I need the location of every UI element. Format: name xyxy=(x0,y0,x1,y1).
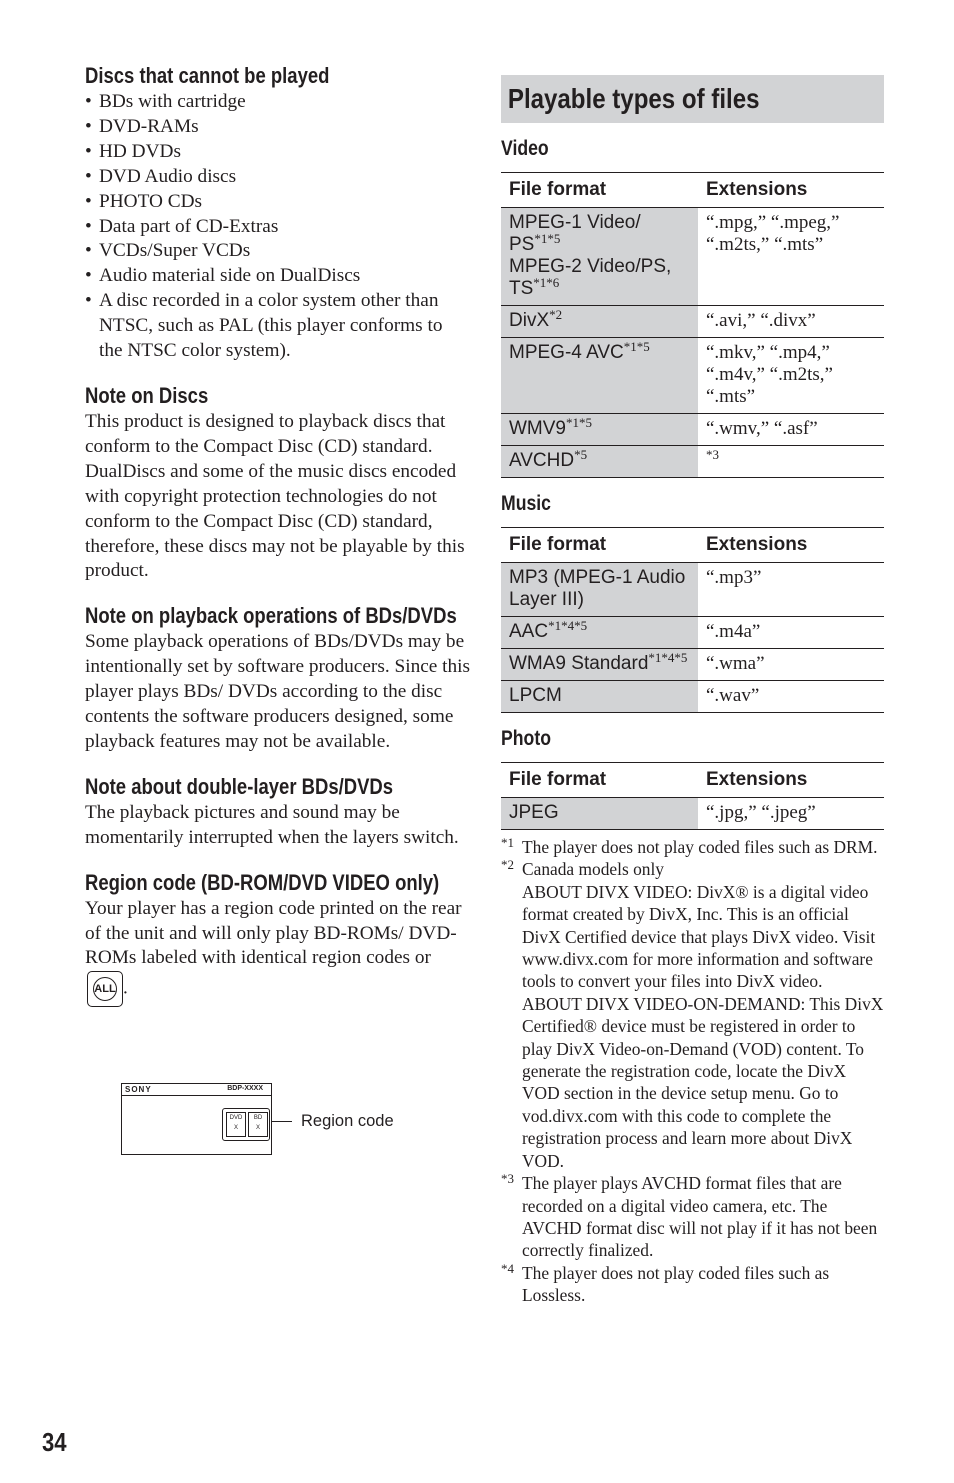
panel-divider xyxy=(122,1095,271,1096)
dvd-region-label: DVD xyxy=(229,1115,243,1121)
footnote xyxy=(501,1262,884,1307)
column-header-format: File format xyxy=(501,528,698,563)
footnote xyxy=(501,881,884,993)
footnote-ref: *1*5 xyxy=(534,231,561,246)
model-label: BDP-XXXX xyxy=(227,1085,263,1092)
region-code-caption: Region code xyxy=(301,1112,394,1130)
extensions-cell xyxy=(698,446,884,478)
section-note-double-layer xyxy=(85,773,470,851)
footnote-mark: *1 xyxy=(501,835,514,850)
format-name: DivX xyxy=(509,310,550,331)
extension-list: “.avi,” “.divx” xyxy=(706,310,816,331)
section-heading: Note on playback operations of BDs/DVDs xyxy=(85,603,457,629)
page-number: 34 xyxy=(42,1427,67,1457)
footnote-ref: *1*4*5 xyxy=(648,650,688,665)
region-body-end: . xyxy=(123,977,128,999)
table-row xyxy=(501,208,884,306)
brand-logo: SONY xyxy=(125,1085,152,1094)
table-row xyxy=(501,649,884,681)
format-name: WMV9 xyxy=(509,418,566,439)
file-format-cell xyxy=(501,617,698,649)
column-header-extensions: Extensions xyxy=(698,528,884,563)
section-discs-not-played xyxy=(85,62,470,364)
player-rear-panel-figure xyxy=(121,1083,272,1155)
subsection-heading: Music xyxy=(501,492,551,515)
video-section xyxy=(501,136,884,478)
list-item: • Audio material side on DualDiscs xyxy=(85,264,470,289)
dvd-region-box xyxy=(226,1112,246,1137)
all-region-label: ALL xyxy=(93,977,117,1001)
format-name: WMA9 Standard xyxy=(509,653,649,674)
footnote-text: The player does not play coded files such as DRM. xyxy=(522,837,878,857)
section-heading: Note about double-layer BDs/DVDs xyxy=(85,773,394,799)
subsection-heading: Video xyxy=(501,137,549,160)
footnote-ref: *1*5 xyxy=(623,339,650,354)
footnote xyxy=(501,858,884,880)
subsection-heading: Photo xyxy=(501,727,551,750)
table-row xyxy=(501,617,884,649)
list-item: • PHOTO CDs xyxy=(85,190,470,215)
extension-list: “.jpg,” “.jpeg” xyxy=(706,802,816,823)
section-note-discs xyxy=(85,382,470,584)
list-item: • DVD-RAMs xyxy=(85,115,470,140)
extensions-cell xyxy=(698,563,884,617)
list-item: • A disc recorded in a color system other than NTSC, such as PAL (this player conforms to the NTSC color system). xyxy=(85,289,470,364)
section-heading: Region code (BD-ROM/DVD VIDEO only) xyxy=(85,869,440,895)
table-row xyxy=(501,338,884,414)
format-name: AVCHD xyxy=(509,450,575,471)
right-column xyxy=(501,75,884,1307)
section-heading: Discs that cannot be played xyxy=(85,63,330,88)
footnote-text: ABOUT DIVX VIDEO-ON-DEMAND: This DivX Certified® device must be registered in order to play DivX Video-on-Demand (VOD) content. To generate the registration code, locate the DivX VOD section in the device setup menu. Go to vod.divx.com with this code to complete the registration process and learn more about DivX VOD. xyxy=(522,993,884,1171)
column-header-extensions: Extensions xyxy=(698,763,884,798)
photo-table xyxy=(501,762,884,830)
section-title-banner xyxy=(501,75,884,123)
photo-section xyxy=(501,726,884,830)
left-column xyxy=(85,62,470,1007)
footnotes xyxy=(501,836,884,1307)
file-format-cell xyxy=(501,414,698,446)
video-table xyxy=(501,172,884,478)
extensions-cell xyxy=(698,798,884,830)
section-body: This product is designed to playback discs that conform to the Compact Disc (CD) standard. DualDiscs and some of the music discs encoded with copyright protection technologies do not conform to the Compact Disc (CD) standard, therefore, these discs may not be playable by this product. xyxy=(85,410,465,582)
extensions-cell xyxy=(698,338,884,414)
list-item: • VCDs/Super VCDs xyxy=(85,239,470,264)
footnote xyxy=(501,1172,884,1262)
table-row xyxy=(501,414,884,446)
extensions-cell xyxy=(698,649,884,681)
footnote xyxy=(501,993,884,1172)
region-body-text: Your player has a region code printed on the rear of the unit and will only play BD-ROMs/ DVD-ROMs labeled with identical region codes or xyxy=(85,897,462,969)
footnote-ref: *1*5 xyxy=(566,415,592,430)
extension-list: “.wav” xyxy=(706,685,760,706)
all-region-icon xyxy=(87,971,123,1007)
extension-list: “.m4a” xyxy=(706,621,761,642)
file-format-cell xyxy=(501,208,698,306)
extension-list: “.mpg,” “.mpeg,” “.m2ts,” “.mts” xyxy=(706,212,840,255)
bd-region-box xyxy=(248,1112,268,1137)
footnote-text: ABOUT DIVX VIDEO: DivX® is a digital video format created by DivX, Inc. This is an official DivX Certified device that plays DivX video. Visit www.divx.com for more information and software tools to convert your files into DivX video. xyxy=(522,881,876,992)
extension-list: “.wma” xyxy=(706,653,765,674)
extension-list: “.mp3” xyxy=(706,567,762,588)
footnote-ref: *3 xyxy=(706,447,719,462)
section-region-code xyxy=(85,869,470,1008)
table-row xyxy=(501,306,884,338)
footnote-mark: *4 xyxy=(501,1260,514,1276)
file-format-cell xyxy=(501,681,698,713)
list-item: • BDs with cartridge xyxy=(85,90,470,115)
section-body xyxy=(85,897,470,1008)
file-format-cell xyxy=(501,306,698,338)
table-header-row xyxy=(501,763,884,798)
music-section xyxy=(501,491,884,713)
extensions-cell xyxy=(698,681,884,713)
format-name: JPEG xyxy=(509,802,559,823)
file-format-cell xyxy=(501,338,698,414)
region-code-label xyxy=(222,1108,270,1141)
extension-list: “.wmv,” “.asf” xyxy=(706,418,818,439)
table-header-row xyxy=(501,528,884,563)
column-header-format: File format xyxy=(501,763,698,798)
format-name: AAC xyxy=(509,621,549,642)
bd-region-mark: X xyxy=(255,1125,260,1131)
footnote-ref: *1*6 xyxy=(533,275,560,290)
discs-list xyxy=(85,90,470,364)
file-format-cell xyxy=(501,649,698,681)
footnote-ref: *2 xyxy=(549,307,563,322)
format-name: MPEG-1 Video/ PS xyxy=(509,212,641,255)
extensions-cell xyxy=(698,208,884,306)
extension-list: “.mkv,” “.mp4,” “.m4v,” “.m2ts,” “.mts” xyxy=(706,342,833,407)
table-row xyxy=(501,798,884,830)
list-item: • Data part of CD-Extras xyxy=(85,215,470,240)
section-body: Some playback operations of BDs/DVDs may be intentionally set by software producers. Since this player plays BDs/ DVDs according to the disc contents the software producers designed, some playback features may not be available. xyxy=(85,631,471,752)
section-title: Playable types of files xyxy=(507,83,760,114)
table-row xyxy=(501,446,884,478)
callout-line xyxy=(272,1121,292,1122)
table-row xyxy=(501,681,884,713)
file-format-cell xyxy=(501,446,698,478)
footnote-text: The player plays AVCHD format files that are recorded on a digital video camera, etc. The AVCHD format disc will not play if it has not been correctly finalized. xyxy=(522,1173,878,1261)
list-item: • HD DVDs xyxy=(85,140,470,165)
music-table xyxy=(501,527,884,713)
format-name: MP3 (MPEG-1 Audio Layer III) xyxy=(509,567,686,610)
footnote-ref: *5 xyxy=(574,447,588,462)
section-heading: Note on Discs xyxy=(85,382,209,408)
column-header-extensions: Extensions xyxy=(698,173,884,208)
format-name: MPEG-2 Video/PS, TS xyxy=(509,256,672,299)
footnote-text: Canada models only xyxy=(522,859,664,880)
footnote-mark: *3 xyxy=(501,1171,514,1187)
table-row xyxy=(501,563,884,617)
file-format-cell xyxy=(501,798,698,830)
footnote xyxy=(501,836,884,858)
extensions-cell xyxy=(698,306,884,338)
dvd-region-mark: X xyxy=(233,1125,238,1131)
file-format-cell xyxy=(501,563,698,617)
extensions-cell xyxy=(698,414,884,446)
table-header-row xyxy=(501,173,884,208)
footnote-text: The player does not play coded files such as Lossless. xyxy=(522,1262,830,1306)
section-note-playback xyxy=(85,602,470,755)
bd-region-label: BD xyxy=(253,1115,263,1121)
format-name: MPEG-4 AVC xyxy=(509,342,624,363)
list-item: • DVD Audio discs xyxy=(85,165,470,190)
section-body: The playback pictures and sound may be momentarily interrupted when the layers switch. xyxy=(85,801,459,848)
footnote-ref: *1*4*5 xyxy=(548,618,588,633)
footnote-mark: *2 xyxy=(501,857,514,873)
extensions-cell xyxy=(698,617,884,649)
format-name: LPCM xyxy=(509,685,562,706)
column-header-format: File format xyxy=(501,173,698,208)
